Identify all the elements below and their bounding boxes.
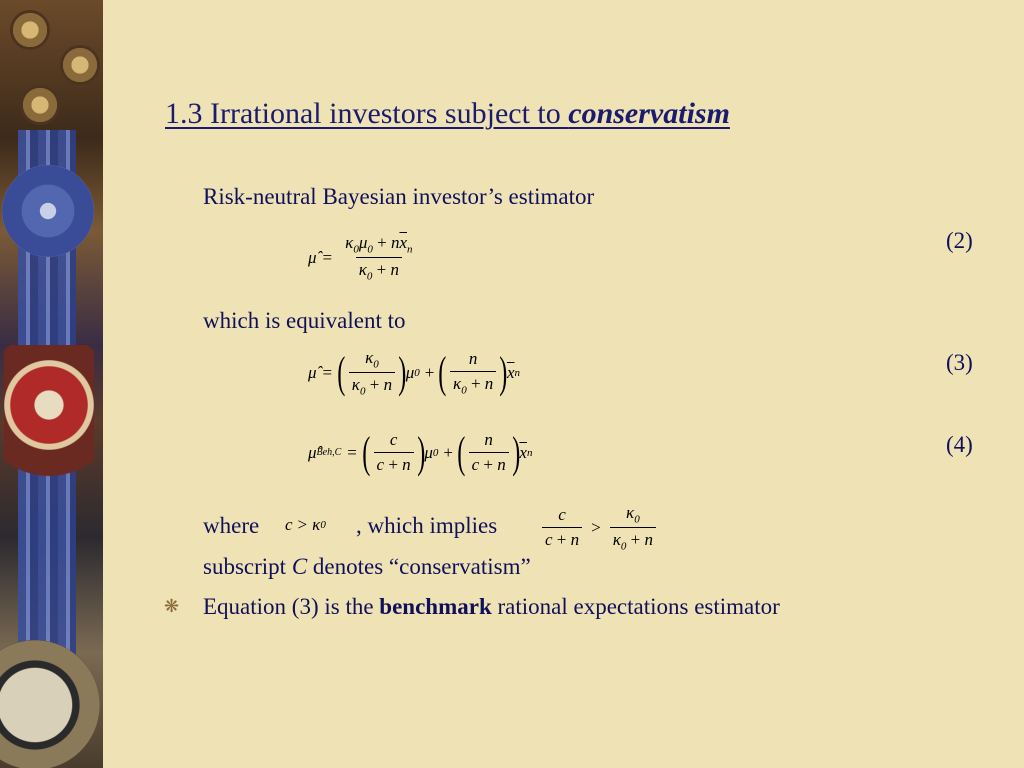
cross-medal (4, 345, 94, 495)
rosette-medal (2, 165, 94, 257)
snowflake-bullet-icon: ❋ (164, 596, 180, 616)
equivalent-line: which is equivalent to (203, 308, 406, 333)
implies-label: , which implies (356, 513, 498, 538)
subscript-line: subscript C denotes “conservatism” (203, 554, 531, 579)
equation-number-2: (2) (946, 228, 973, 253)
title-emphasis: conservatism (568, 97, 730, 130)
equation-number-3: (3) (946, 350, 973, 375)
equation-3: μ̂ = ( $\frac{\kappa_0}{\kappa_0 + n}$ ) μ 0 + ( $\frac{n}{\kappa_0 + n}$ ) $\overline{x}$ n (308, 347, 520, 398)
mu-hat-symbol: μ̂ (308, 247, 317, 267)
button-ornament (60, 45, 100, 85)
slide-title (165, 97, 730, 131)
equals-sign: = (322, 247, 333, 267)
benchmark-bullet: Equation (3) is the benchmark rational expectations estimator (203, 594, 780, 619)
implication-inequality: $\frac{c}{c + n}$ > $\frac{\kappa_0}{\kappa_0 + n}$ (538, 503, 660, 553)
decorative-photo-strip (0, 0, 103, 768)
button-ornament (10, 10, 50, 50)
title-text: 1.3 Irrational investors subject to (165, 97, 569, 130)
fraction: $\frac{\kappa_0\mu_0 + n\overline{x}_n}{\kappa_0 + n}$ (345, 233, 413, 283)
compass-ornament (0, 640, 100, 768)
where-condition: c > κ 0 (285, 515, 326, 534)
where-label: where (203, 513, 260, 538)
equation-2 (308, 233, 420, 283)
equation-4: μ̂ Beh,C = ( $\frac{c}{c + n}$ ) μ 0 + ( $\frac{n}{c + n}$ ) $\overline{x}$ n (308, 427, 533, 477)
button-ornament (20, 85, 60, 125)
intro-line: Risk-neutral Bayesian investor’s estimator (203, 184, 595, 209)
equation-number-4: (4) (946, 432, 973, 457)
